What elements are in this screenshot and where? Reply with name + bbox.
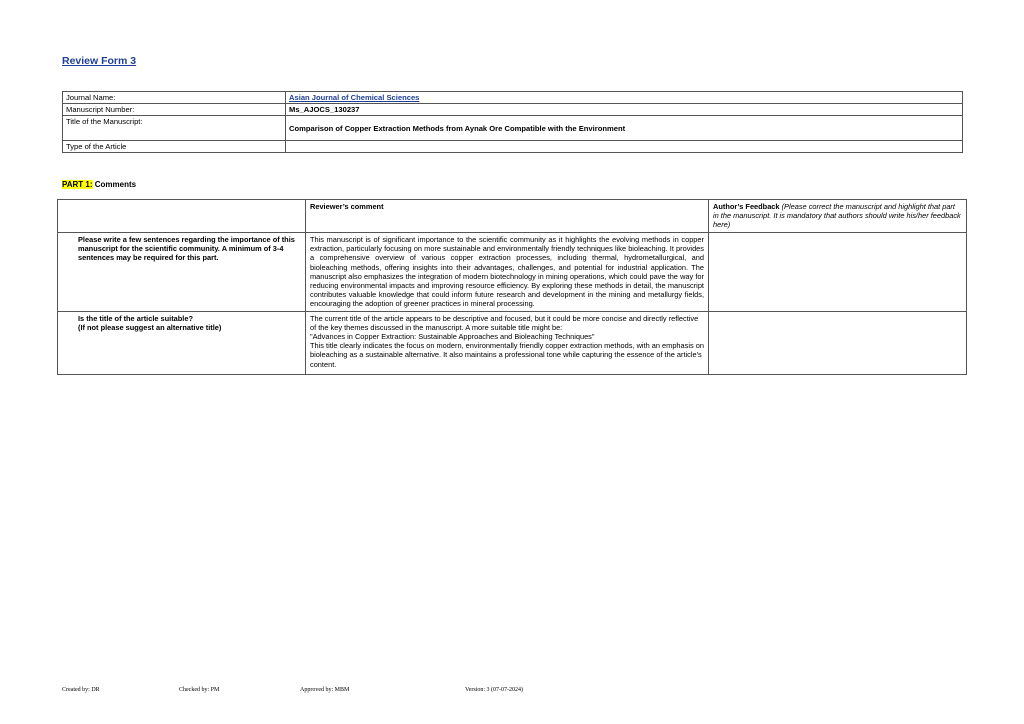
- footer-version: Version: 3 (07-07-2024): [465, 687, 523, 693]
- journal-row: [63, 92, 963, 104]
- manuscript-number-label: Manuscript Number:: [63, 104, 286, 116]
- comment-row-title: [58, 311, 967, 374]
- question-title-line1: Is the title of the article suitable?: [78, 313, 193, 323]
- question-title-line2: (If not please suggest an alternative title): [78, 322, 222, 332]
- manuscript-title-label: Title of the Manuscript:: [63, 116, 286, 141]
- question-importance: Please write a few sentences regarding the importance of this manuscript for the scientific community. A minimum of 3-4 sentences may be required for this part.: [58, 233, 306, 312]
- manuscript-title-row: [63, 116, 963, 141]
- question-header: [58, 200, 306, 233]
- author-feedback-title-row[interactable]: [709, 311, 967, 374]
- reviewer-comment-title: [306, 311, 709, 374]
- reviewer-comment-title-p1: The current title of the article appears to be descriptive and focused, but it could be more concise and directly reflective of the key themes discussed in the manuscript. A more suitable title might be:: [310, 313, 699, 332]
- article-type-row: [63, 141, 963, 153]
- suggested-title: "Advances in Copper Extraction: Sustainable Approaches and Bioleaching Techniques": [310, 332, 595, 342]
- part-heading: [62, 180, 136, 189]
- reviewer-comment-title-p3: This title clearly indicates the focus on modern, environmentally friendly copper extraction methods, with an emphasis on bioleaching as a sustainable alternative. It also maintains a professional tone while capturing the essence of the article's content.: [310, 341, 704, 369]
- manuscript-number-row: [63, 104, 963, 116]
- footer-checked-by: Checked by: PM: [179, 687, 220, 693]
- footer-approved-by: Approved by: MBM: [300, 687, 350, 693]
- author-feedback-header: [709, 200, 967, 233]
- journal-label: Journal Name:: [63, 92, 286, 104]
- manuscript-title-value: Comparison of Copper Extraction Methods from Aynak Ore Compatible with the Environment: [286, 116, 963, 141]
- comments-table: [57, 199, 967, 375]
- part-number: PART 1:: [62, 180, 93, 189]
- part-label: Comments: [92, 180, 137, 189]
- comment-row-importance: [58, 233, 967, 312]
- question-title: [58, 311, 306, 374]
- reviewer-comment-importance: This manuscript is of significant importance to the scientific community as it highlights the evolving methods in copper extraction, particularly focusing on more sustainable and environmentally friendly techniques like bioleaching. It provides a comprehensive overview of various copper extraction processes, including thermal, hydrometallurgical, and bioleaching methods, offering insights into their advantages, challenges, and potential for industrial application. The manuscript also emphasizes the integration of modern biotechnology in mining operations, which could pave the way for reducing environmental impacts and improving resource efficiency. By exploring these methods in detail, the manuscript contributes valuable knowledge that could inform future research and development in the mining and metallurgy fields, encouraging the adoption of greener practices in mineral processing.: [306, 233, 709, 312]
- author-feedback-title: Author’s Feedback: [713, 202, 780, 211]
- comments-header-row: [58, 200, 967, 233]
- article-type-value: [286, 141, 963, 153]
- article-type-label: Type of the Article: [63, 141, 286, 153]
- author-feedback-instructions: (Please correct the manuscript and highlight that part in the manuscript. It is mandatory that authors should write his/her feedback here): [713, 202, 961, 230]
- manuscript-info-table: [62, 91, 963, 153]
- reviewer-comment-header: Reviewer’s comment: [306, 200, 709, 233]
- footer-created-by: Created by: DR: [62, 687, 100, 693]
- author-feedback-importance[interactable]: [709, 233, 967, 312]
- journal-name-link[interactable]: Asian Journal of Chemical Sciences: [289, 93, 420, 102]
- manuscript-number-value: Ms_AJOCS_130237: [286, 104, 963, 116]
- form-title: Review Form 3: [62, 55, 137, 67]
